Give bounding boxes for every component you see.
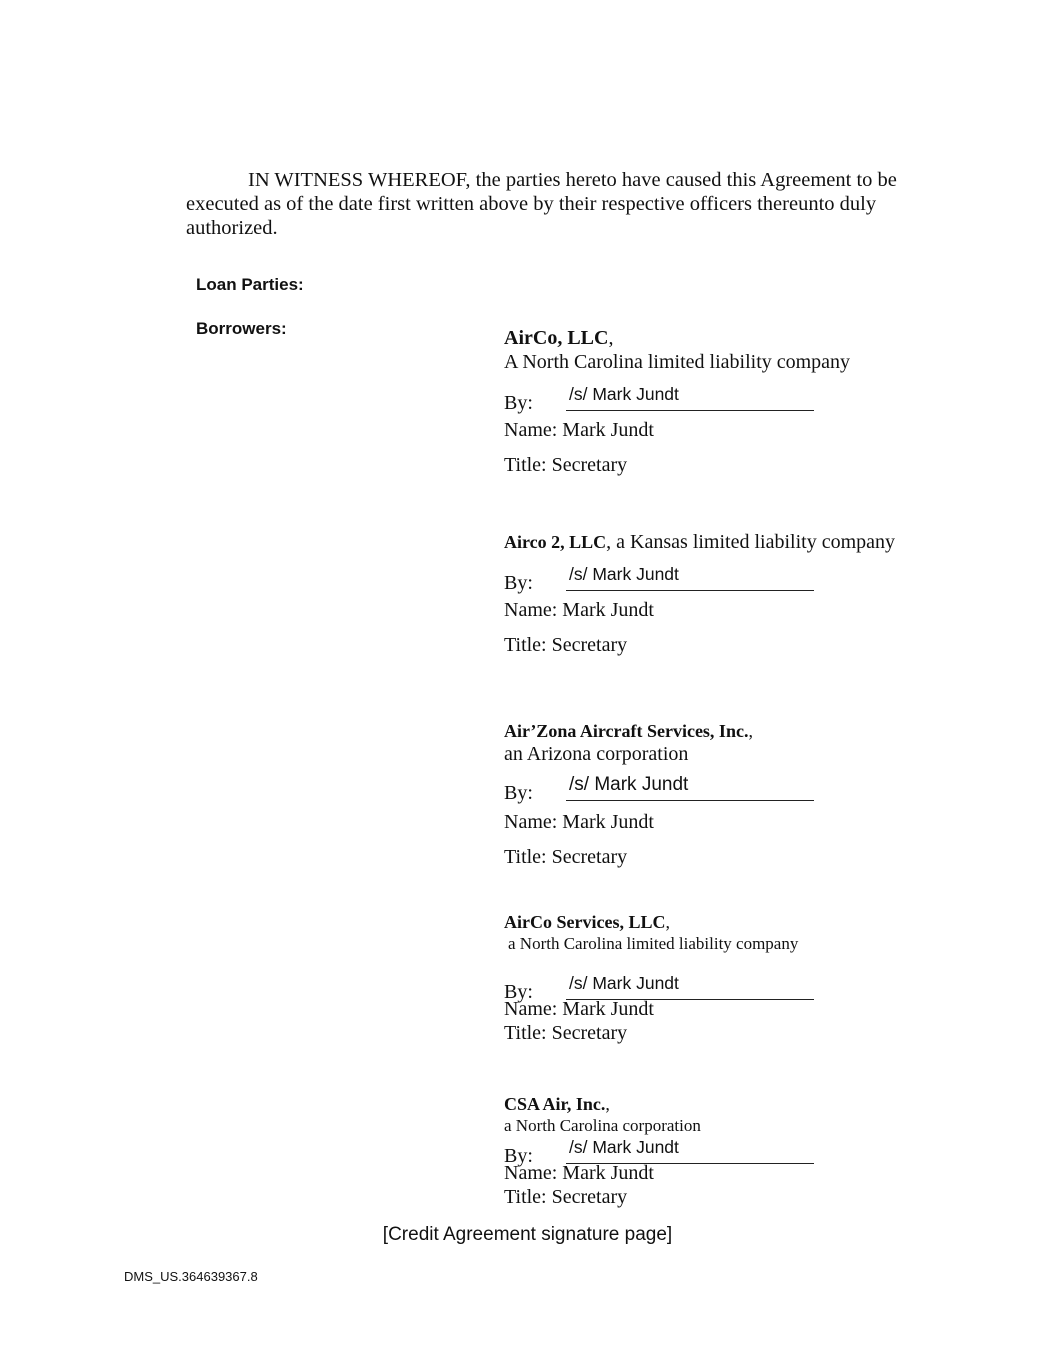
by-label: By:	[504, 392, 533, 414]
signature-block-airzona	[504, 720, 934, 869]
signature-block-airco	[504, 326, 934, 477]
company-name: AirCo Services, LLC	[504, 912, 666, 932]
signature-text: /s/ Mark Jundt	[569, 973, 679, 993]
page-footer-caption: [Credit Agreement signature page]	[382, 1224, 673, 1245]
company-line: Air’Zona Aircraft Services, Inc.,	[504, 721, 753, 741]
signer-title: Title: Secretary	[504, 634, 628, 656]
signer-name: Name: Mark Jundt	[504, 419, 654, 441]
borrowers-heading: Borrowers:	[196, 319, 287, 338]
company-description: a North Carolina limited liability company	[508, 934, 799, 953]
signature-line	[566, 774, 814, 801]
by-label: By:	[504, 782, 533, 804]
company-description: A North Carolina limited liability company	[504, 351, 851, 373]
company-line: Airco 2, LLC, a Kansas limited liability company	[504, 531, 895, 553]
signer-title: Title: Secretary	[504, 1022, 628, 1044]
company-line: AirCo, LLC,	[504, 327, 614, 349]
company-description: an Arizona corporation	[504, 743, 689, 765]
signer-title: Title: Secretary	[504, 454, 628, 476]
document-id: DMS_US.364639367.8	[124, 1269, 258, 1284]
loan-parties-heading: Loan Parties:	[196, 275, 304, 294]
signer-name: Name: Mark Jundt	[504, 998, 654, 1020]
signature-block-airco-services	[504, 911, 934, 1045]
signature-line	[566, 973, 814, 1000]
signature-row	[504, 1137, 934, 1171]
signature-row	[504, 384, 934, 418]
by-label: By:	[504, 572, 533, 594]
signature-text: /s/ Mark Jundt	[569, 564, 679, 584]
signature-row	[504, 973, 934, 1007]
company-line: AirCo Services, LLC,	[504, 912, 670, 932]
company-name: AirCo, LLC	[504, 327, 609, 349]
signature-text: /s/ Mark Jundt	[569, 384, 679, 404]
signature-text: /s/ Mark Jundt	[569, 1137, 679, 1157]
signer-title: Title: Secretary	[504, 1186, 628, 1208]
by-label: By:	[504, 981, 533, 1003]
signer-name: Name: Mark Jundt	[504, 811, 654, 833]
signature-block-airco-2	[504, 530, 934, 657]
company-name: CSA Air, Inc.	[504, 1094, 606, 1114]
intro-paragraph: IN WITNESS WHEREOF, the parties hereto have caused this Agreement to be executed as of the date first written above by their respective officers thereunto duly authorized.	[186, 169, 897, 239]
signature-row	[504, 774, 934, 808]
signature-line	[566, 1137, 814, 1164]
signer-name: Name: Mark Jundt	[504, 599, 654, 621]
company-line: CSA Air, Inc.,	[504, 1094, 610, 1114]
company-description: a North Carolina corporation	[504, 1116, 701, 1135]
signature-line	[566, 384, 814, 411]
company-name: Airco 2, LLC	[504, 532, 607, 552]
signer-name: Name: Mark Jundt	[504, 1162, 654, 1184]
signature-text: /s/ Mark Jundt	[569, 774, 689, 795]
by-label: By:	[504, 1145, 533, 1167]
company-name: Air’Zona Aircraft Services, Inc.	[504, 721, 749, 741]
signature-line	[566, 564, 814, 591]
signer-title: Title: Secretary	[504, 846, 628, 868]
signature-block-csa-air	[504, 1093, 934, 1209]
signature-row	[504, 564, 934, 598]
